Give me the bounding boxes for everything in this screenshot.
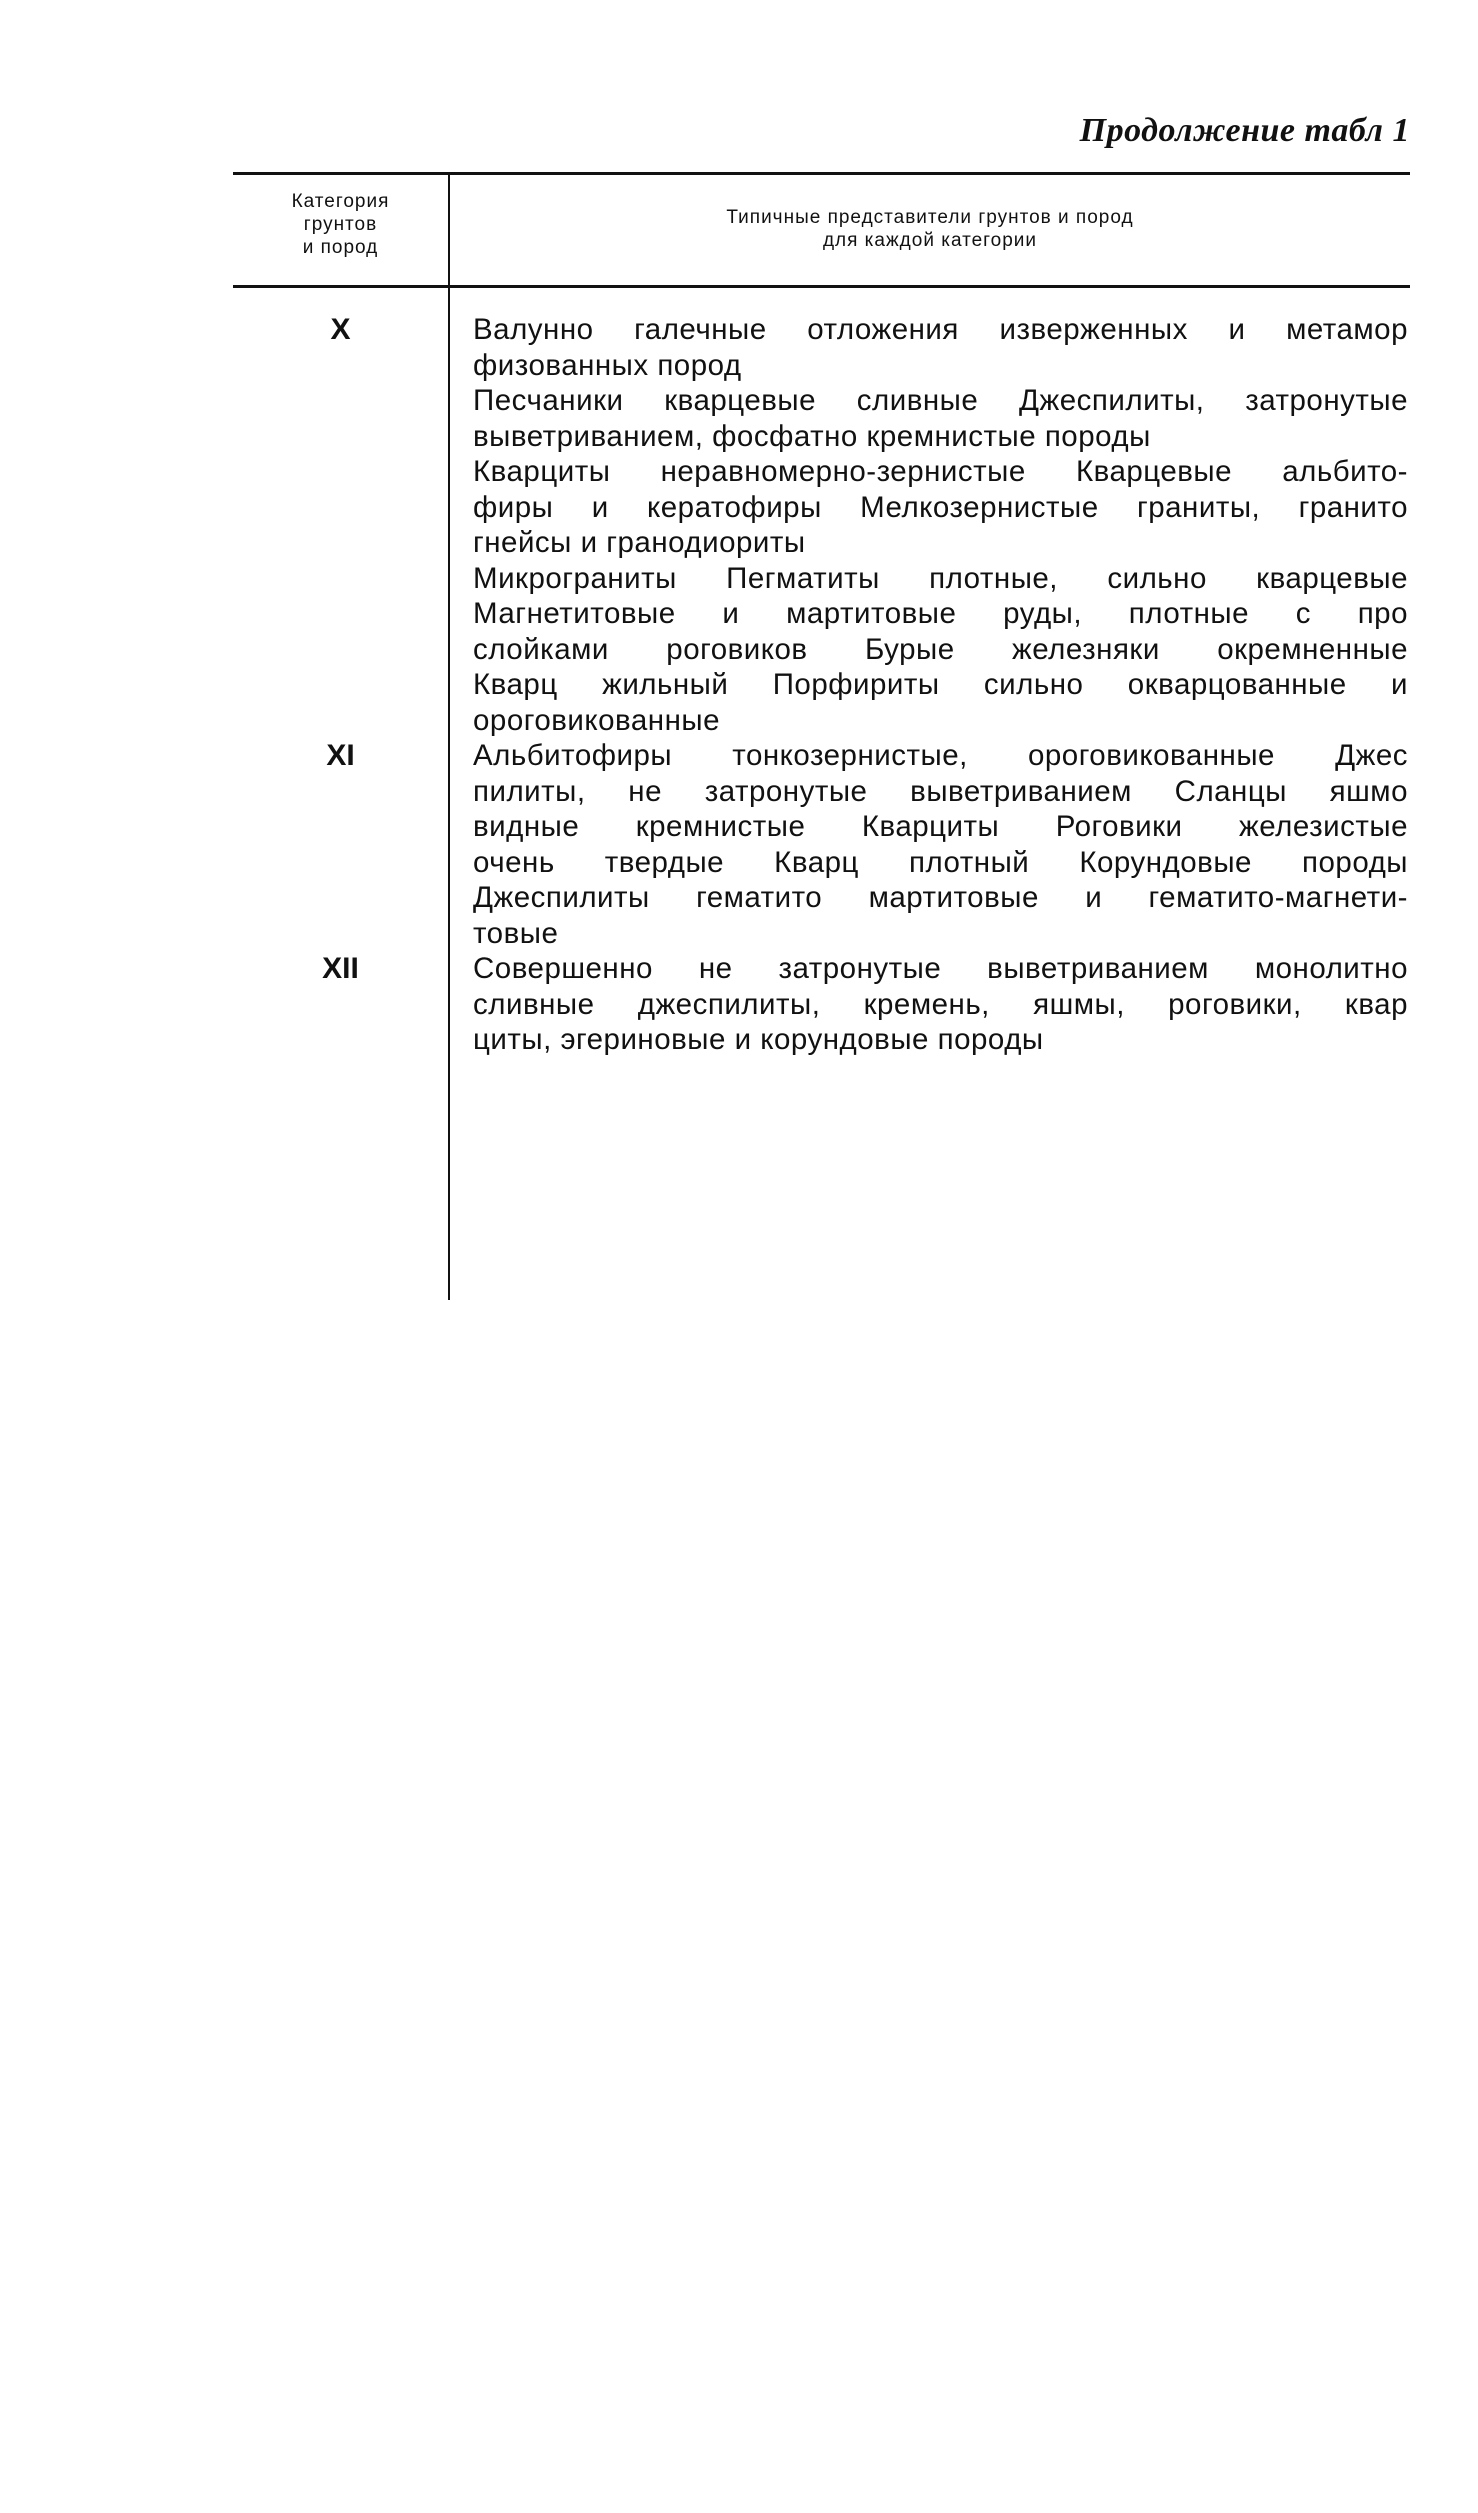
header-description-column <box>450 206 1410 252</box>
row-category-number: X <box>330 313 351 346</box>
header-bottom-rule <box>233 285 1410 288</box>
header-category-line: грунтов <box>303 214 378 235</box>
row-category-number: XI <box>326 739 355 772</box>
text-line: Совершенно не затронутые выветриванием монолитно <box>473 952 1408 985</box>
header-category-column <box>233 190 448 259</box>
table-continuation-label: Продолжение табл 1 <box>1079 112 1410 149</box>
row-description <box>473 738 1408 951</box>
row-description <box>473 312 1408 738</box>
row-category-number: XII <box>322 952 359 985</box>
row-description <box>473 951 1408 1058</box>
text-line: сливные джеспилиты, кремень, яшмы, роговики, квар <box>473 987 1408 1021</box>
description-paragraph <box>473 312 1408 383</box>
description-paragraph <box>473 951 1408 1058</box>
text-line: товые <box>473 916 559 950</box>
description-paragraph <box>473 738 1408 951</box>
description-paragraph <box>473 454 1408 561</box>
text-line: выветриванием, фосфатно кремнистые породы <box>473 419 1151 453</box>
text-line: гнейсы и гранодиориты <box>473 526 806 559</box>
text-line: Кварциты неравномерно-зернистые Кварцевые альбито- <box>473 455 1408 488</box>
text-line: Магнетитовые и мартитовые руды, плотные с про <box>473 597 1408 630</box>
text-line: циты, эгериновые и корундовые породы <box>473 1023 1044 1056</box>
header-description-line: Типичные представители грунтов и пород <box>726 207 1134 228</box>
text-line: очень твердые Кварц плотный Корундовые породы <box>473 845 1408 879</box>
header-category-line: Категория <box>291 191 390 212</box>
text-line: ороговикованные <box>473 703 720 737</box>
text-line: физованных пород <box>473 348 742 382</box>
text-line: фиры и кератофиры Мелкозернистые граниты, гранито <box>473 490 1408 524</box>
text-line: видные кремнистые Кварциты Роговики железистые <box>473 810 1408 843</box>
text-line: Альбитофиры тонкозернистые, ороговикованные Джес <box>473 739 1408 772</box>
table-top-rule <box>233 172 1410 175</box>
description-paragraph <box>473 561 1408 739</box>
header-description-line: для каждой категории <box>822 230 1038 251</box>
text-line: Кварц жильный Порфириты сильно окварцованные и <box>473 668 1408 701</box>
description-paragraph <box>473 383 1408 454</box>
text-line: Валунно галечные отложения изверженных и метамор <box>473 313 1408 346</box>
text-line: Микрограниты Пегматиты плотные, сильно кварцевые <box>473 561 1408 595</box>
text-line: пилиты, не затронутые выветриванием Сланцы яшмо <box>473 774 1408 808</box>
body-column-divider <box>448 285 450 1300</box>
text-line: слойками роговиков Бурые железняки окремненные <box>473 632 1408 666</box>
text-line: Джеспилиты гематито мартитовые и гематито-магнети- <box>473 881 1408 914</box>
text-line: Песчаники кварцевые сливные Джеспилиты, затронутые <box>473 384 1408 417</box>
header-category-line: и пород <box>302 237 379 258</box>
